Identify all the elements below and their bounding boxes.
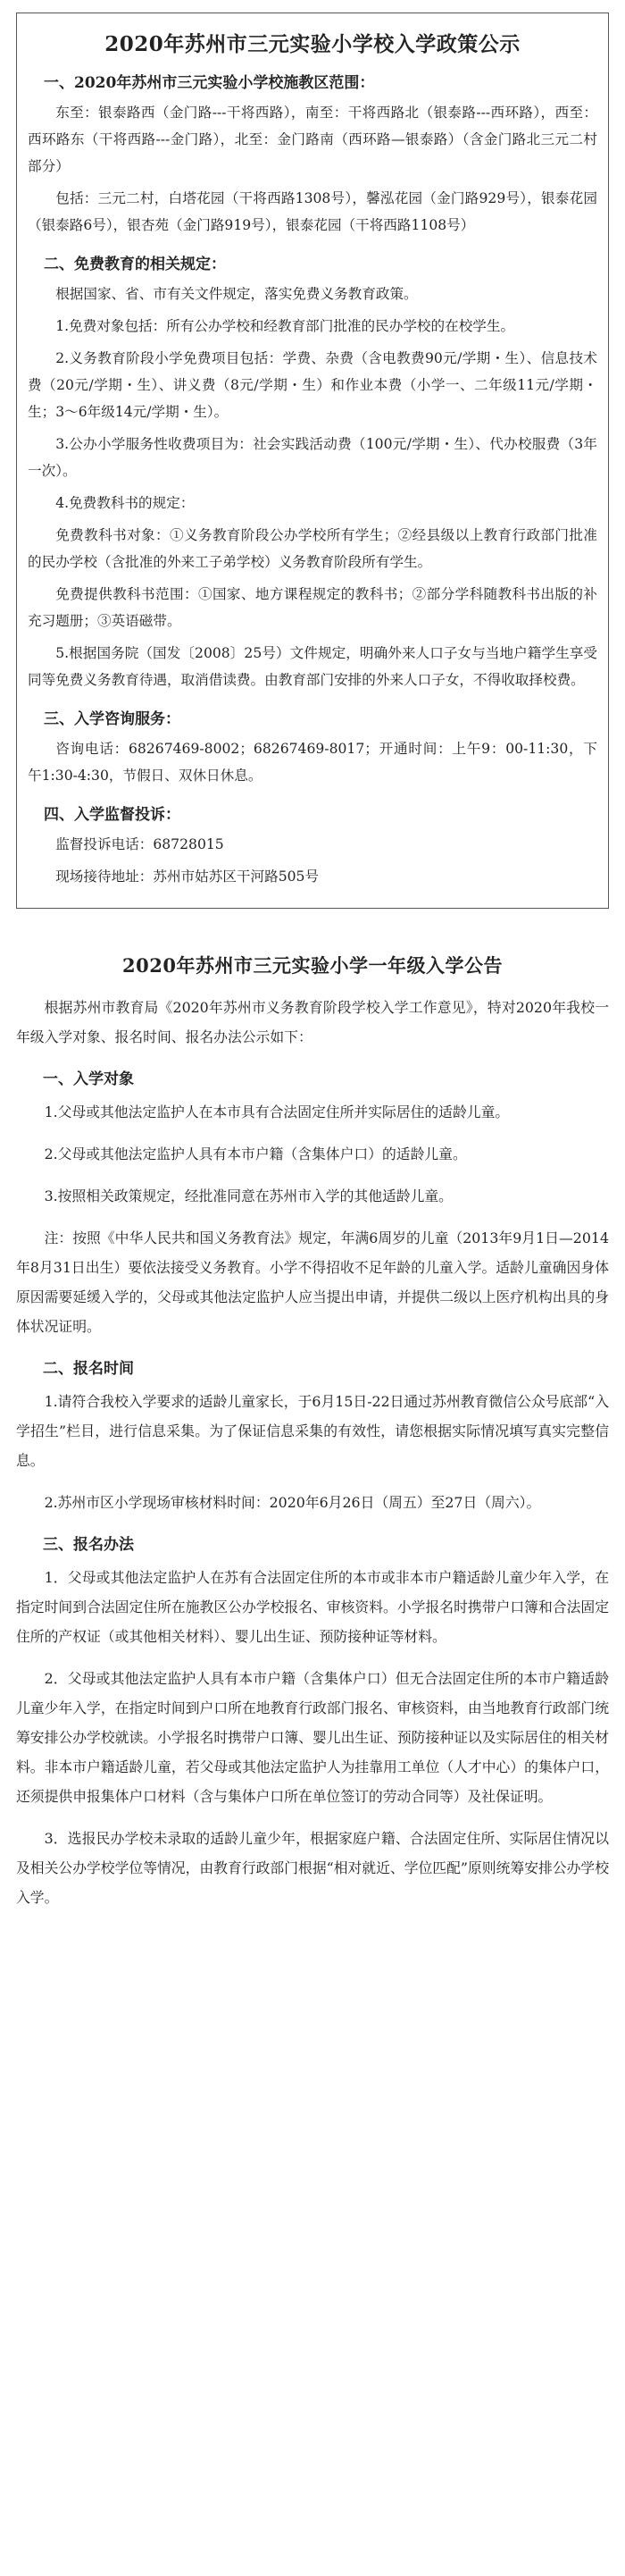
notice-heading-1: 一、入学对象 — [43, 1070, 134, 1088]
policy-paragraph: 免费提供教科书范围：①国家、地方课程规定的教科书；②部分学科随教科书出版的补充习题册；③英语磁带。 — [28, 586, 597, 629]
policy-section — [16, 13, 609, 909]
notice-paragraph: 3．选报民办学校未录取的适龄儿童少年，根据家庭户籍、合法固定住所、实际居住情况以及相关公办学校学位等情况，由教育行政部门根据“相对就近、学位匹配”原则统筹安排公办学校入学。 — [16, 1830, 609, 1906]
policy-paragraph: 咨询电话：68267469-8002；68267469-8017；开通时间：上午9：00-11:30，下午1:30-4:30，节假日、双休日休息。 — [28, 741, 597, 784]
notice-title: 2020年苏州市三元实验小学一年级入学公告 — [122, 954, 503, 977]
notice-paragraph: 3.按照相关政策规定，经批准同意在苏州市入学的其他适龄儿童。 — [44, 1187, 453, 1204]
policy-paragraph: 2.义务教育阶段小学免费项目包括：学费、杂费（含电教费90元/学期・生）、信息技术费（20元/学期・生）、讲义费（8元/学期・生）和作业本费（小学一、二年级11元/学期・生；3～6年级14元/学期・生）。 — [28, 350, 597, 420]
notice-paragraph: 1.请符合我校入学要求的适龄儿童家长，于6月15日-22日通过苏州教育微信公众号底部“入学招生”栏目，进行信息采集。为了保证信息采集的有效性，请您根据实际情况填写真实完整信息。 — [16, 1393, 609, 1469]
notice-paragraph: 1.父母或其他法定监护人在本市具有合法固定住所并实际居住的适龄儿童。 — [44, 1103, 510, 1120]
notice-paragraph: 根据苏州市教育局《2020年苏州市义务教育阶段学校入学工作意见》，特对2020年我校一年级入学对象、报名时间、报名办法公示如下： — [16, 999, 609, 1045]
policy-paragraph: 4.免费教科书的规定： — [55, 495, 195, 511]
notice-section — [16, 952, 609, 1912]
policy-heading-3: 三、入学咨询服务： — [44, 710, 180, 728]
notice-paragraph: 2.父母或其他法定监护人具有本市户籍（含集体户口）的适龄儿童。 — [44, 1145, 467, 1162]
policy-heading-2: 二、免费教育的相关规定： — [44, 256, 226, 273]
policy-paragraph: 监督投诉电话：68728015 — [55, 836, 224, 852]
policy-paragraph: 根据国家、省、市有关文件规定，落实免费义务教育政策。 — [55, 286, 418, 302]
policy-heading-1: 一、2020年苏州市三元实验小学校施教区范围： — [44, 74, 375, 92]
policy-paragraph: 3.公办小学服务性收费项目为：社会实践活动费（100元/学期・生）、代办校服费（3年一次）。 — [28, 436, 597, 479]
notice-paragraph: 2.苏州市区小学现场审核材料时间：2020年6月26日（周五）至27日（周六）。 — [44, 1494, 541, 1511]
policy-paragraph: 东至：银泰路西（金门路---干将西路），南至：干将西路北（银泰路---西环路），西至：西环路东（干将西路---金门路），北至：金门路南（西环路—银泰路）（含金门路北三元二村部分） — [28, 105, 597, 174]
notice-paragraph: 1．父母或其他法定监护人在苏有合法固定住所的本市或非本市户籍适龄儿童少年入学，在指定时间到合法固定住所在施教区公办学校报名、审核资料。小学报名时携带户口簿和合法固定住所的产权证（或其他相关材料）、婴儿出生证、预防接种证等材料。 — [16, 1569, 609, 1645]
policy-paragraph: 1.免费对象包括：所有公办学校和经教育部门批准的民办学校的在校学生。 — [55, 318, 515, 334]
policy-paragraph: 现场接待地址：苏州市姑苏区干河路505号 — [55, 868, 320, 885]
policy-paragraph: 包括：三元二村，白塔花园（干将西路1308号），馨泓花园（金门路929号），银泰花园（银泰路6号），银杏苑（金门路919号），银泰花园（干将西路1108号） — [28, 190, 597, 233]
policy-title: 2020年苏州市三元实验小学校入学政策公示 — [104, 32, 521, 56]
notice-paragraph: 2．父母或其他法定监护人具有本市户籍（含集体户口）但无合法固定住所的本市户籍适龄儿童少年入学，在指定时间到户口所在地教育行政部门报名、审核资料，由当地教育行政部门统筹安排公办学校就读。小学报名时携带户口簿、婴儿出生证、预防接种证以及实际居住的相关材料。非本市户籍适龄儿童，若父母或其他法定监护人为挂靠用工单位（人才中心）的集体户口，还须提供申报集体户口材料（含与集体户口所在单位签订的劳动合同等）及社保证明。 — [16, 1670, 609, 1805]
policy-heading-4: 四、入学监督投诉： — [44, 806, 180, 824]
notice-heading-2: 二、报名时间 — [43, 1360, 134, 1378]
notice-heading-3: 三、报名办法 — [43, 1536, 134, 1554]
notice-paragraph: 注：按照《中华人民共和国义务教育法》规定，年满6周岁的儿童（2013年9月1日—2014年8月31日出生）要依法接受义务教育。小学不得招收不足年龄的儿童入学。适龄儿童确因身体原因需要延缓入学的，父母或其他法定监护人应当提出申请，并提供二级以上医疗机构出具的身体状况证明。 — [16, 1229, 609, 1335]
policy-paragraph: 免费教科书对象：①义务教育阶段公办学校所有学生；②经县级以上教育行政部门批准的民办学校（含批准的外来工子弟学校）义务教育阶段所有学生。 — [28, 527, 597, 570]
policy-paragraph: 5.根据国务院（国发〔2008〕25号）文件规定，明确外来人口子女与当地户籍学生享受同等免费义务教育待遇，取消借读费。由教育部门安排的外来人口子女，不得收取择校费。 — [28, 645, 597, 688]
